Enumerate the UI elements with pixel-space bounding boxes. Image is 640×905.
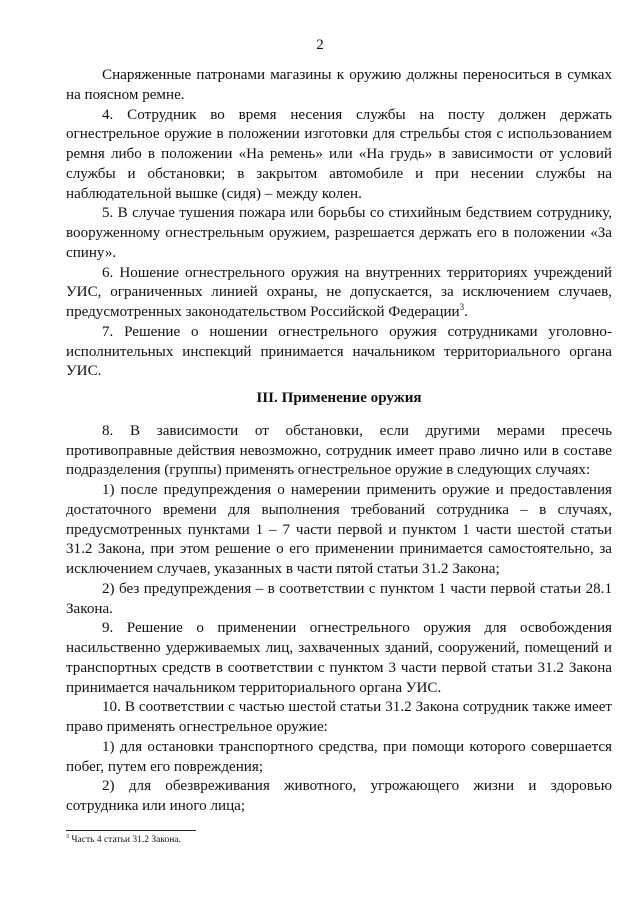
paragraph-7: 7. Решение о ношении огнестрельного оружия сотрудниками уголовно-исполнительных инспекций принимается начальником территориального органа УИС. — [66, 323, 612, 380]
footnote-reference: 3 — [459, 302, 465, 312]
paragraph-magazines: Снаряженные патронами магазины к оружию должны переноситься в сумках на поясном ремне. — [66, 67, 612, 103]
document-body — [66, 66, 612, 817]
paragraph-10-item-1: 1) для остановки транспортного средства, при помощи которого совершается побег, путем его повреждения; — [66, 738, 612, 775]
paragraph-10-item-2: 2) для обезвреживания животного, угрожающего жизни и здоровью сотрудника или иного лица; — [66, 778, 612, 814]
footnote — [66, 834, 612, 847]
paragraph-9: 9. Решение о применении огнестрельного оружия для освобождения насильственно удерживаемых лиц, захваченных зданий, сооружений, помещений и транспортных средств в соответствии с пунктом 3 части первой статьи 31.2 Закона принимается начальником территориального органа УИС. — [66, 620, 612, 696]
paragraph-4: 4. Сотрудник во время несения службы на посту должен держать огнестрельное оружие в положении изготовки для стрельбы стоя с использованием ремня либо в положении «На ремень» или «На грудь» в зависимости от условий службы и обстановки; в закрытом автомобиле и при несении службы на наблюдательной вышке (сидя) – между колен. — [66, 106, 612, 202]
section-heading: III. Применение оружия — [256, 390, 422, 406]
paragraph-10: 10. В соответствии с частью шестой статьи 31.2 Закона сотрудник также имеет право применять огнестрельное оружие: — [66, 699, 612, 735]
paragraph-6-text: 6. Ношение огнестрельного оружия на внутренних территориях учреждений УИС, ограниченных линией охраны, не допускается, за исключением случаев, предусмотренных законодательством Российской Федерации — [66, 264, 612, 320]
footnote-text: Часть 4 статьи 31.2 Закона. — [71, 835, 181, 845]
page-number: 2 — [316, 37, 324, 53]
paragraph-6: 6. Ношение огнестрельного оружия на внутренних территориях учреждений УИС, ограниченных линией охраны, не допускается, за исключением случаев, предусмотренных законодательством Российской Федерации$^3$. — [66, 264, 612, 320]
paragraph-8-item-1: 1) после предупреждения о намерении применить оружие и предоставления достаточного времени для выполнения требований сотрудника – в случаях, предусмотренных пунктами 1 – 7 части первой и пунктом 1 части шестой статьи 31.2 Закона, при этом решение о его применении принимается самостоятельно, за исключением случаев, указанных в части пятой статьи 31.2 Закона; — [66, 482, 612, 577]
footnote-marker: 3 — [66, 834, 69, 840]
paragraph-8-item-2: 2) без предупреждения – в соответствии с пунктом 1 части первой статьи 28.1 Закона. — [66, 580, 612, 617]
paragraph-8: 8. В зависимости от обстановки, если другими мерами пресечь противоправные действия невозможно, сотрудник имеет право лично или в составе подразделения (группы) применять огнестрельное оружие в следующих случаях: — [66, 422, 612, 479]
footnote-divider — [66, 830, 196, 831]
paragraph-5: 5. В случае тушения пожара или борьбы со стихийным бедствием сотруднику, вооруженному огнестрельным оружием, разрешается держать его в положении «За спину». — [66, 205, 612, 261]
